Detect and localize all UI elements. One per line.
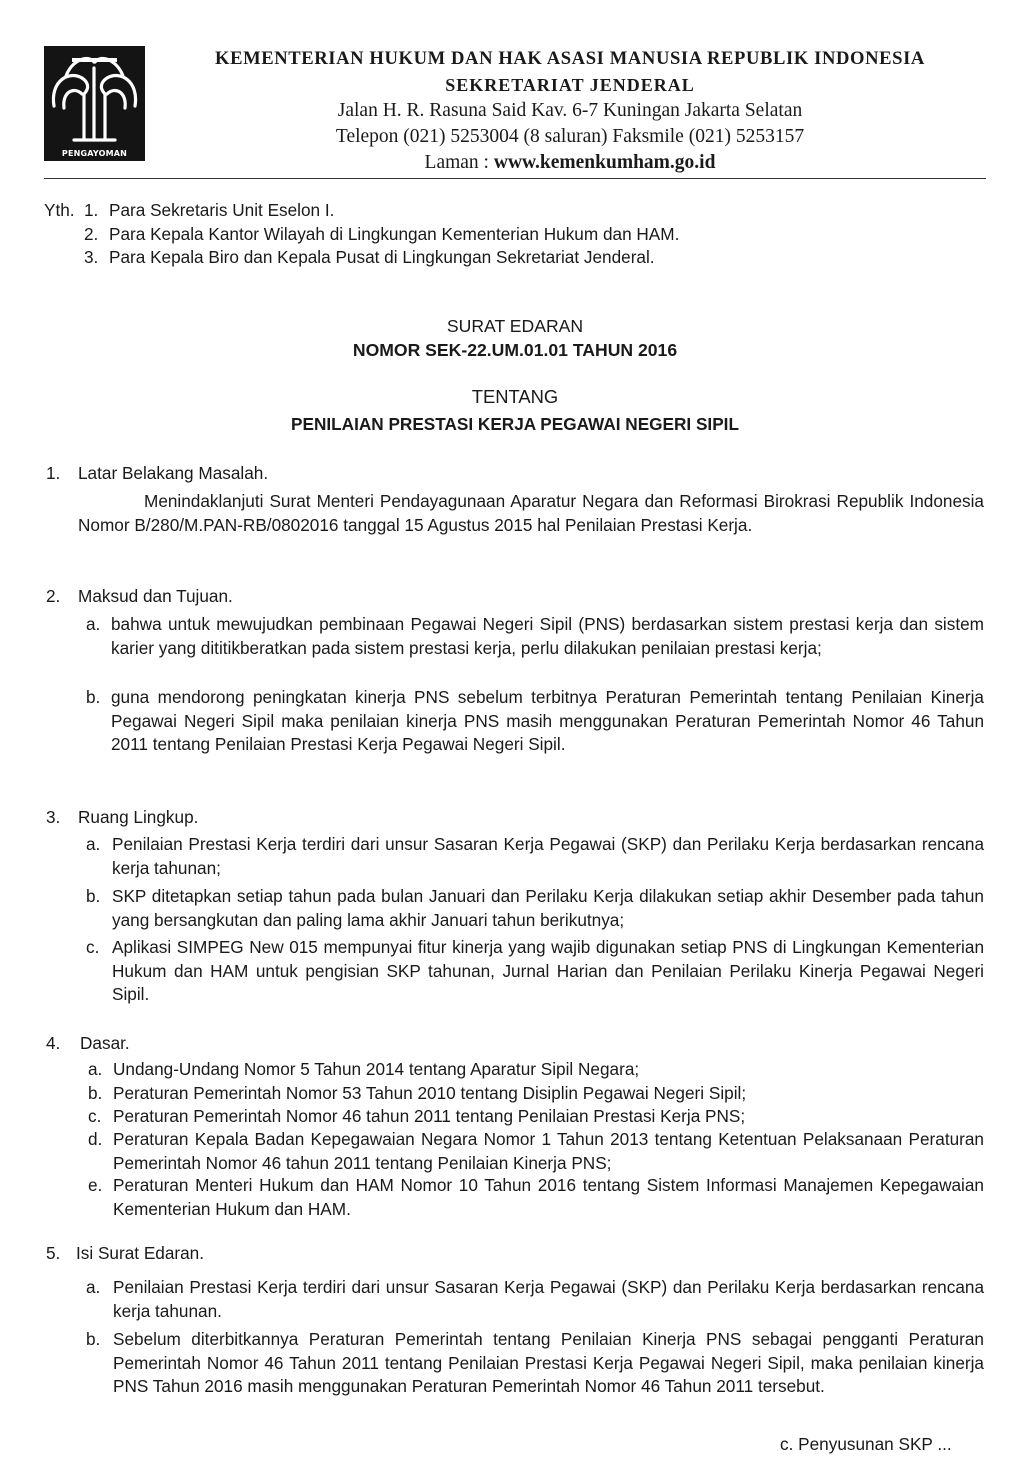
- recipient-number: 3.: [84, 247, 99, 267]
- list-item: Peraturan Pemerintah Nomor 46 tahun 2011 tentang Penilaian Prestasi Kerja PNS;: [113, 1106, 746, 1126]
- list-item: Penilaian Prestasi Kerja terdiri dari unsur Sasaran Kerja Pegawai (SKP) dan Perilaku Kerja berdasarkan rencana kerja tahunan;: [112, 834, 984, 878]
- list-item: Penilaian Prestasi Kerja terdiri dari unsur Sasaran Kerja Pegawai (SKP) dan Perilaku Kerja berdasarkan rencana kerja tahunan.: [113, 1277, 984, 1321]
- document-about: TENTANG: [471, 386, 559, 407]
- section-number: 2.: [46, 586, 61, 606]
- section-heading: Dasar.: [80, 1033, 130, 1053]
- item-marker: b.: [86, 1329, 101, 1349]
- section-heading: Maksud dan Tujuan.: [78, 586, 233, 606]
- section-heading: Ruang Lingkup.: [78, 807, 199, 827]
- recipient-number: 2.: [84, 224, 99, 244]
- list-item: Peraturan Kepala Badan Kepegawaian Negara Nomor 1 Tahun 2013 tentang Ketentuan Pelaksanaan Peraturan Pemerintah Nomor 46 tahun 2011 tentang Penilaian Kinerja PNS;: [113, 1129, 984, 1173]
- list-item: Aplikasi SIMPEG New 015 mempunyai fitur kinerja yang wajib digunakan setiap PNS di Lingkungan Kementerian Hukum dan HAM untuk pengisian SKP tahunan, Jurnal Harian dan Penilaian Perilaku Kinerja Pegawai Negeri Sipil.: [112, 937, 984, 1004]
- list-item: Peraturan Menteri Hukum dan HAM Nomor 10 Tahun 2016 tentang Sistem Informasi Manajemen Kepegawaian Kementerian Hukum dan HAM.: [113, 1175, 984, 1219]
- ministry-logo: [44, 46, 145, 161]
- section-number: 1.: [46, 463, 61, 483]
- website-line: [150, 150, 990, 176]
- item-marker: a.: [86, 834, 101, 854]
- website-label: Laman :: [424, 152, 494, 173]
- section-heading: Isi Surat Edaran.: [76, 1243, 205, 1263]
- recipient-number: 1.: [84, 200, 99, 220]
- recipients-prefix: Yth.: [44, 200, 75, 220]
- logo-label: PENGAYOMAN: [61, 149, 128, 158]
- recipient-item: Para Sekretaris Unit Eselon I.: [109, 200, 335, 220]
- pengayoman-tree-icon: [44, 46, 145, 161]
- ministry-name: KEMENTERIAN HUKUM DAN HAK ASASI MANUSIA REPUBLIK INDONESIA: [215, 48, 925, 69]
- item-marker: d.: [88, 1129, 103, 1149]
- document-subject: PENILAIAN PRESTASI KERJA PEGAWAI NEGERI SIPIL: [291, 414, 739, 434]
- item-marker: e.: [88, 1175, 103, 1195]
- item-marker: b.: [86, 886, 101, 906]
- list-item: Sebelum diterbitkannya Peraturan Pemerintah tentang Penilaian Kinerja PNS sebagai pengganti Peraturan Pemerintah Nomor 46 Tahun 2011 tentang Penilaian Prestasi Kerja Pegawai Negeri Sipil, maka penilaian kinerja PNS Tahun 2016 masih menggunakan Peraturan Pemerintah Nomor 46 Tahun 2011 tersebut.: [113, 1329, 984, 1396]
- section-paragraph: Menindaklanjuti Surat Menteri Pendayagunaan Aparatur Negara dan Reformasi Birokrasi Republik Indonesia Nomor B/280/M.PAN-RB/0802016 tanggal 15 Agustus 2015 hal Penilaian Prestasi Kerja.: [78, 491, 984, 535]
- item-marker: c.: [88, 1106, 102, 1126]
- unit-name: SEKRETARIAT JENDERAL: [445, 75, 695, 95]
- section-number: 4.: [46, 1033, 61, 1053]
- list-item: guna mendorong peningkatan kinerja PNS sebelum terbitnya Peraturan Pemerintah tentang Penilaian Kinerja Pegawai Negeri Sipil maka penilaian kinerja PNS masih menggunakan Peraturan Pemerintah Nomor 46 Tahun 2011 tentang Penilaian Prestasi Kerja Pegawai Negeri Sipil.: [111, 687, 984, 754]
- letterhead-divider: [44, 178, 986, 179]
- section-heading: Latar Belakang Masalah.: [78, 463, 269, 483]
- phone-line: Telepon (021) 5253004 (8 saluran) Faksmile (021) 5253157: [335, 126, 805, 147]
- item-marker: a.: [86, 1277, 101, 1297]
- list-item: Peraturan Pemerintah Nomor 53 Tahun 2010 tentang Disiplin Pegawai Negeri Sipil;: [113, 1083, 747, 1103]
- list-item: SKP ditetapkan setiap tahun pada bulan Januari dan Perilaku Kerja dilakukan setiap akhir Desember pada tahun yang bersangkutan dan paling lama akhir Januari tahun berikutnya;: [112, 886, 984, 930]
- section-number: 5.: [46, 1243, 61, 1263]
- list-item: Undang-Undang Nomor 5 Tahun 2014 tentang Aparatur Sipil Negara;: [113, 1059, 640, 1079]
- recipient-item: Para Kepala Biro dan Kepala Pusat di Lingkungan Sekretariat Jenderal.: [109, 247, 655, 267]
- document-number: NOMOR SEK-22.UM.01.01 TAHUN 2016: [352, 340, 678, 360]
- item-marker: b.: [86, 687, 101, 707]
- item-marker: b.: [88, 1083, 103, 1103]
- letterhead: [150, 46, 990, 176]
- address-line: Jalan H. R. Rasuna Said Kav. 6-7 Kuningan Jakarta Selatan: [337, 100, 803, 121]
- item-marker: a.: [88, 1059, 103, 1079]
- section-number: 3.: [46, 807, 61, 827]
- website-url: www.kemenkumham.go.id: [493, 152, 716, 173]
- list-item: bahwa untuk mewujudkan pembinaan Pegawai Negeri Sipil (PNS) berdasarkan sistem prestasi kerja dan sistem karier yang dititikberatkan pada sistem prestasi kerja, perlu dilakukan penilaian prestasi kerja;: [111, 614, 984, 658]
- document-type: SURAT EDARAN: [446, 316, 584, 336]
- item-marker: c.: [86, 937, 100, 957]
- item-marker: a.: [86, 614, 101, 634]
- recipient-item: Para Kepala Kantor Wilayah di Lingkungan Kementerian Hukum dan HAM.: [109, 224, 680, 244]
- page-continuation: c. Penyusunan SKP ...: [780, 1434, 952, 1454]
